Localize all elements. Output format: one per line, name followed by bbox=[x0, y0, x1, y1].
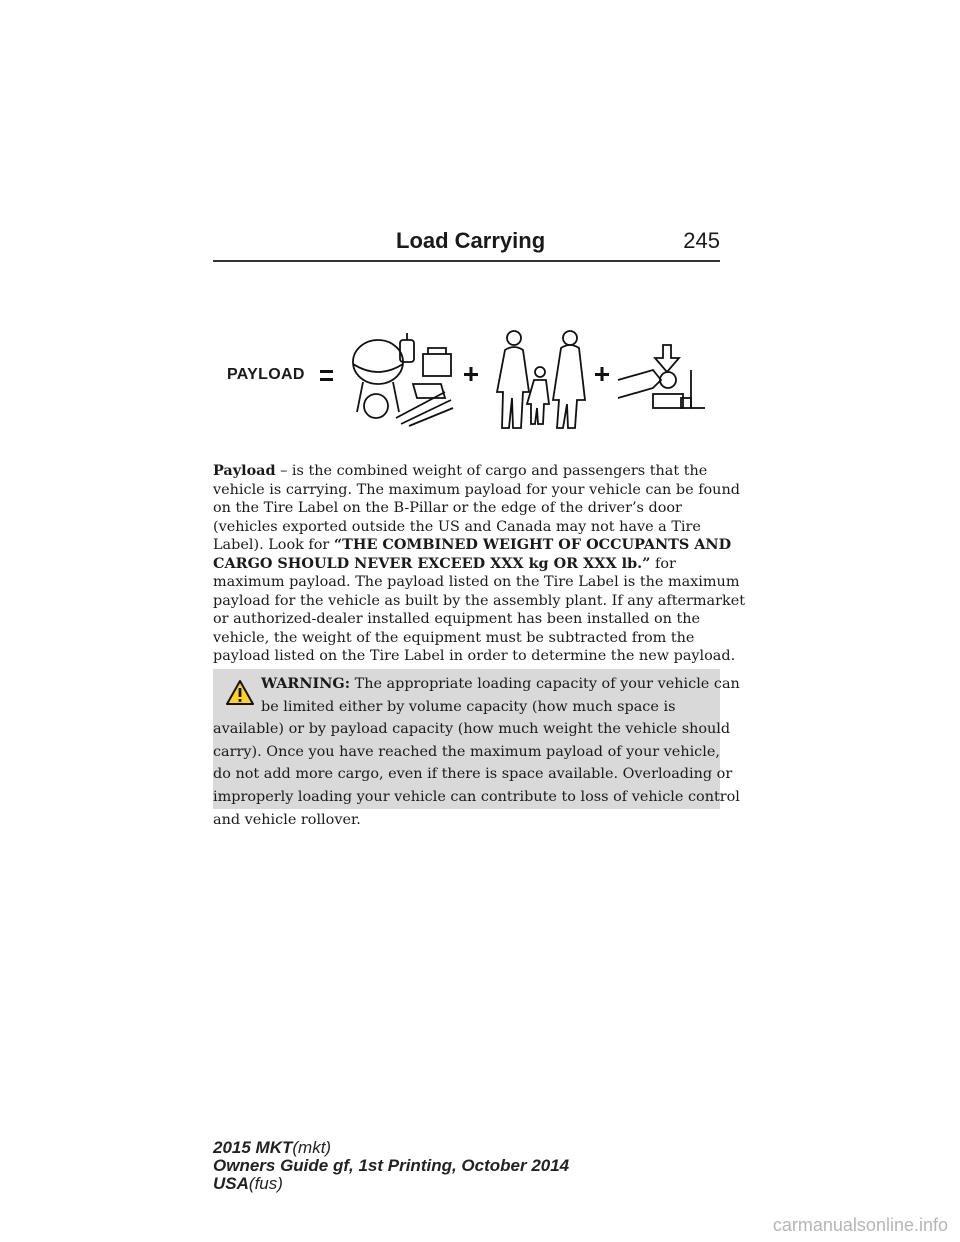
plus-sign bbox=[595, 367, 609, 381]
payload-illustration bbox=[213, 300, 720, 450]
page-number: 245 bbox=[683, 228, 720, 253]
paragraph-line: payload listed on the Tire Label in order to determine the new payload. bbox=[213, 648, 736, 664]
warning-line: WARNING: The appropriate loading capacity of your vehicle can bbox=[261, 675, 740, 692]
paragraph-line: vehicle is carrying. The maximum payload for your vehicle can be found bbox=[213, 481, 740, 498]
paragraph-line: (vehicles exported outside the US and Canada may not have a Tire bbox=[213, 518, 701, 535]
warning-text bbox=[213, 673, 740, 831]
warning-line: be limited either by volume capacity (how much space is bbox=[261, 698, 676, 715]
footer-model: 2015 MKT bbox=[213, 1138, 293, 1157]
warning-label: WARNING: bbox=[261, 675, 351, 692]
footer-market: USA bbox=[213, 1174, 249, 1193]
payload-term: Payload bbox=[213, 462, 276, 479]
warning-line: carry). Once you have reached the maximum payload of your vehicle, bbox=[213, 743, 720, 760]
paragraph-line: Label). Look for “THE COMBINED WEIGHT OF OCCUPANTS AND bbox=[213, 536, 732, 553]
warning-line: available) or by payload capacity (how much weight the vehicle should bbox=[213, 721, 731, 738]
footer-guide: Owners Guide gf, 1st Printing, October 2014 bbox=[213, 1156, 570, 1175]
paragraph-line: or authorized-dealer installed equipment has been installed on the bbox=[213, 611, 701, 627]
section-title: Load Carrying bbox=[396, 228, 546, 253]
cargo-icon bbox=[353, 333, 453, 426]
page-footer bbox=[213, 1139, 569, 1193]
equals-sign bbox=[320, 370, 333, 381]
footer-model-code: (mkt) bbox=[292, 1138, 332, 1157]
warning-box bbox=[213, 669, 740, 828]
paragraph-line: Payload – is the combined weight of cargo and passengers that the bbox=[213, 462, 708, 479]
trailer-hitch-icon bbox=[618, 345, 705, 408]
footer-market-code: (fus) bbox=[248, 1174, 283, 1193]
paragraph-line: CARGO SHOULD NEVER EXCEED XXX kg OR XXX lb.” for bbox=[213, 554, 676, 572]
paragraph-line: on the Tire Label on the B-Pillar or the edge of the driver’s door bbox=[213, 500, 682, 516]
paragraph-line: maximum payload. The payload listed on the Tire Label is the maximum bbox=[213, 574, 740, 590]
plus-sign bbox=[464, 367, 478, 381]
watermark: carmanualsonline.info bbox=[772, 1215, 948, 1235]
payload-equation-graphic bbox=[213, 300, 720, 450]
label-quote: CARGO SHOULD NEVER EXCEED XXX kg OR XXX lb.” bbox=[213, 554, 651, 572]
warning-line: and vehicle rollover. bbox=[213, 811, 361, 828]
page-header bbox=[213, 226, 720, 262]
warning-line: do not add more cargo, even if there is space available. Overloading or bbox=[213, 766, 733, 783]
warning-line: improperly loading your vehicle can contribute to loss of vehicle control bbox=[213, 788, 740, 805]
paragraph-line: payload for the vehicle as built by the assembly plant. If any aftermarket bbox=[213, 592, 746, 609]
payload-label: PAYLOAD bbox=[227, 366, 305, 383]
passengers-icon bbox=[497, 331, 585, 428]
payload-paragraph bbox=[213, 462, 746, 666]
paragraph-line: vehicle, the weight of the equipment must be subtracted from the bbox=[213, 629, 695, 646]
label-quote: “THE COMBINED WEIGHT OF OCCUPANTS AND bbox=[333, 536, 732, 553]
